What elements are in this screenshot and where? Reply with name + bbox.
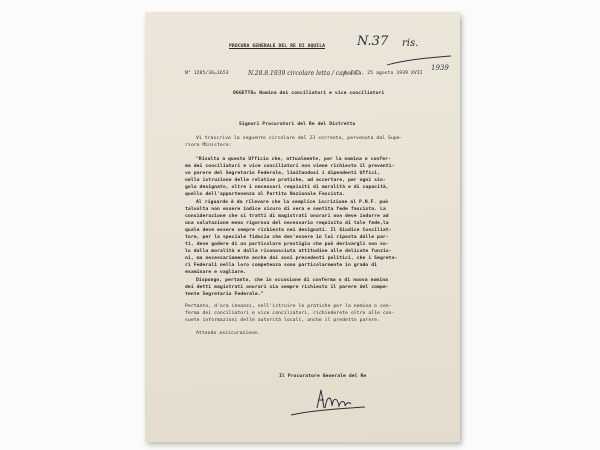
quote-line: talvolta non essere indice sicuro di vera e sentita fede fascista. La	[185, 207, 386, 212]
quote-line: ni, ma necessariamente anche dai suoi precedenti politici, che i Segreta-	[185, 256, 398, 261]
addressee: Signori Procuratori del Re del Distretto	[239, 122, 356, 127]
signatory-title: Il Procuratore Generale del Re	[279, 374, 367, 379]
quote-line: quale deve essere sempre richiesta nei designati. Il Giudice Conciliat-	[185, 228, 392, 233]
quote-line: tore, per la speciale fiducia che dev'essere in lui riposta dalle par-	[185, 235, 389, 240]
quote-line: Al riguardo è da rilevare che la semplice iscrizione al P.N.F. può	[196, 200, 389, 205]
document-sheet	[145, 12, 460, 442]
quote-line: dei detti magistrati onorari sia sempre richiesto il parere del compe-	[185, 285, 389, 290]
body-line: ferma dei conciliatori e vice conciliatori, richiederete oltre alle con-	[185, 311, 395, 316]
place-date: Aquila, 25 agosto 1939 XVII	[344, 71, 423, 76]
quote-line: esaminare e vagliare.	[185, 270, 247, 275]
subject-line: OGGETTO= Nomina dei conciliatori e vice conciliatori	[233, 91, 385, 96]
body-line: Pertanto, d'ora innanzi, nell'istruire le pratiche per la nomina o con-	[185, 304, 392, 309]
body-line: riore Ministero:	[185, 143, 232, 148]
quote-line: quello dell'appartenenza al Partito Nazionale Fascista.	[185, 192, 346, 197]
body-line: Vi trascrivo la seguente circolare del 23 corrente, pervenuta dal Supe-	[196, 136, 403, 141]
quote-line: ma dei conciliatori e vice conciliatori non viene richiesto il preventi-	[185, 164, 395, 169]
quote-line: Dispongo, pertanto, che in occasione di conferma o di nuova nomina	[196, 278, 389, 283]
quote-line: considerazione che si tratti di magistrati onorari non deve indurre ad	[185, 214, 389, 219]
closing-line: Attendo assicurazione.	[196, 331, 261, 336]
body-line: suete informazioni delle autorità locali, anche il predetto parere.	[185, 318, 380, 323]
quote-line: lo dalla moralità e dalla riconosciuta attitudine alle delicate funzio-	[185, 249, 392, 254]
quote-line: una valutazione meno rigorosa del necessario requisito di tale fede,la	[185, 221, 389, 226]
quote-line: "Risulta a questo Ufficio che, attualmente, per la nomina e confer-	[196, 157, 391, 162]
handwritten-number: N.37	[357, 34, 389, 49]
handwritten-number-suffix: ris.	[402, 38, 419, 49]
protocol-number: N° 1285/36=1653	[185, 71, 229, 76]
quote-line: nella istruzione delle relative pratiche, ad accertare, per ogni sin-	[185, 178, 386, 183]
quote-line: golo designato, oltre i necessari requisiti di moralità e di capacità,	[185, 185, 389, 190]
quote-line: tente Segretario Federale."	[185, 292, 264, 297]
handwritten-year: 1939	[431, 64, 449, 72]
margin-note: N.28.8.1939 circolare letta / cap. I.C.	[248, 70, 362, 77]
quote-line: vo parere del Segretario Federale, limitandosi i dipendenti Uffici,	[185, 171, 380, 176]
quote-line: ri Federali nella loro competenza sono particolarmente in grado di	[185, 263, 378, 268]
handwritten-signature	[287, 384, 369, 420]
letter-header: PROCURA GENERALE DEL RE DI AQUILA	[229, 44, 326, 49]
quote-line: ti, deve godere di un particolare prestigio che può derivargli non so-	[185, 242, 389, 247]
